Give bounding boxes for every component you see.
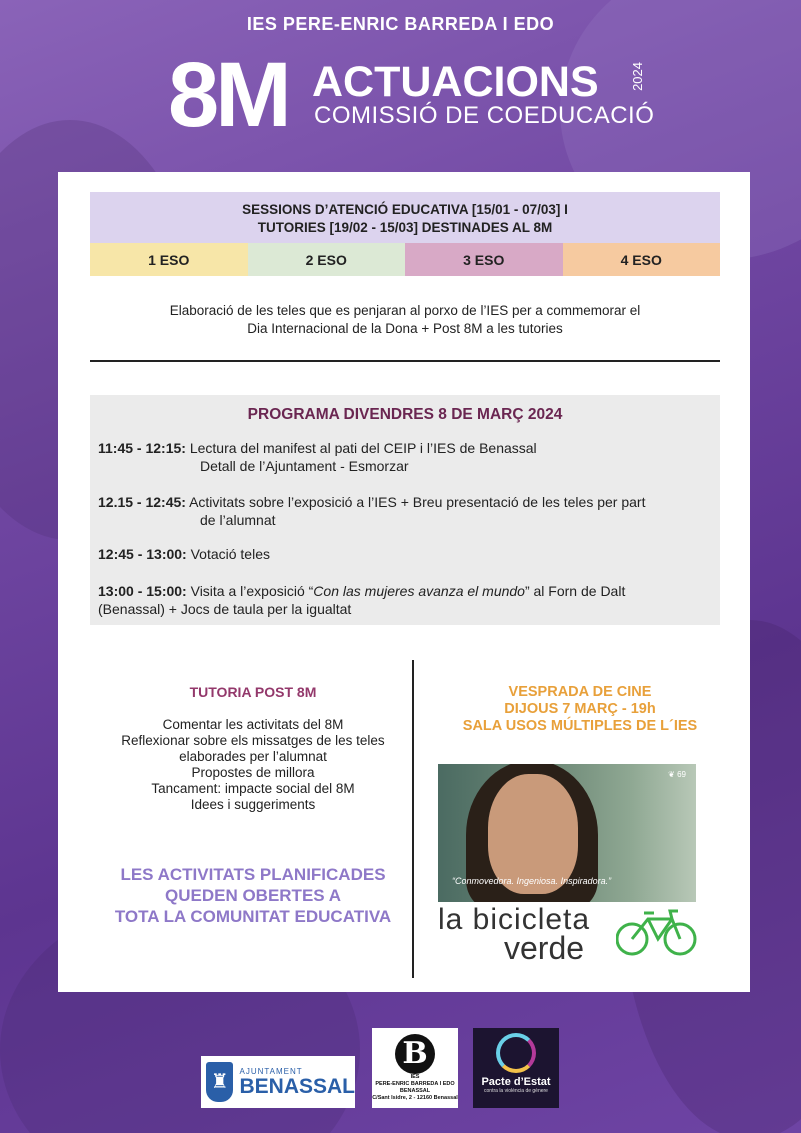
school-name: IES PERE-ENRIC BARREDA I EDO bbox=[246, 14, 555, 34]
program-item bbox=[98, 439, 537, 475]
program-title: PROGRAMA DIVENDRES 8 DE MARÇ 2024 bbox=[247, 406, 563, 423]
program-time: 12:45 - 13:00: bbox=[98, 546, 187, 562]
open-line-3: TOTA LA COMUNITAT EDUCATIVA bbox=[114, 907, 392, 926]
eso-level-1: 1 ESO bbox=[90, 243, 248, 276]
title-actuacions: ACTUACIONS bbox=[312, 58, 599, 106]
eso-level-2: 2 ESO bbox=[248, 243, 406, 276]
program-time: 13:00 - 15:00: bbox=[98, 583, 187, 599]
eso-level-3: 3 ESO bbox=[405, 243, 563, 276]
film-title-line-1: la bicicleta bbox=[438, 903, 591, 936]
tutoria-line: Reflexionar sobre els missatges de les teles bbox=[121, 733, 385, 748]
cinema-line-2: DIJOUS 7 MARÇ - 19h bbox=[504, 701, 656, 717]
program-text: Votació teles bbox=[186, 546, 270, 562]
cinema-line-1: VESPRADA DE CINE bbox=[508, 684, 652, 700]
sessions-description bbox=[98, 302, 712, 338]
pacte-subtitle: contra la violència de gènere bbox=[484, 1088, 548, 1094]
eso-level-4: 4 ESO bbox=[563, 243, 721, 276]
description-line-1: Elaboració de les teles que es penjaran al porxo de l’IES per a commemorar el bbox=[169, 303, 641, 318]
program-text-cont: Detall de l’Ajuntament - Esmorzar bbox=[200, 458, 409, 474]
film-title-line-2: verde bbox=[504, 930, 585, 966]
pacte-estat-logo bbox=[473, 1028, 559, 1108]
program-item bbox=[98, 493, 645, 529]
tutoria-title: TUTORIA POST 8M bbox=[189, 684, 317, 700]
ies-logo-line-4: C/Sant Isidre, 2 - 12160 Benassal bbox=[372, 1095, 458, 1101]
open-line-2: QUEDEN OBERTES A bbox=[164, 886, 341, 905]
sponsor-logos bbox=[0, 1028, 801, 1108]
poster-quote: “Conmovedora. Ingeniosa. Inspiradora.” bbox=[452, 876, 612, 886]
sessions-header bbox=[90, 192, 720, 243]
ajuntament-benassal-logo bbox=[201, 1056, 355, 1108]
section-divider bbox=[90, 360, 720, 362]
shield-icon: ♜ bbox=[206, 1062, 233, 1102]
cinema-event bbox=[430, 684, 730, 735]
film-poster-image bbox=[438, 764, 696, 902]
eso-levels bbox=[90, 243, 720, 276]
ies-logo-line-2: PERE-ENRIC BARREDA I EDO bbox=[375, 1081, 455, 1087]
content-panel bbox=[58, 172, 750, 992]
ies-logo-line-1: IES bbox=[410, 1074, 420, 1080]
ring-icon bbox=[496, 1033, 536, 1073]
program-text-post: ” al Forn de Dalt bbox=[524, 583, 626, 599]
program-time: 11:45 - 12:15: bbox=[98, 440, 186, 456]
program-text: Visita a l’exposició “ bbox=[186, 583, 314, 599]
logo-benassal-label: BENASSAL bbox=[239, 1074, 355, 1098]
ies-logo-line-3: BENASSAL bbox=[399, 1088, 431, 1094]
sessions-line-2: TUTORIES [19/02 - 15/03] DESTINADES AL 8M bbox=[257, 220, 553, 235]
ies-b-icon: B bbox=[395, 1034, 435, 1074]
program-text-cont: (Benassal) + Jocs de taula per la igualtat bbox=[98, 601, 352, 617]
tutoria-line: Tancament: impacte social del 8M bbox=[151, 781, 355, 796]
open-activities-note bbox=[98, 864, 408, 927]
program-text: Activitats sobre l’exposició a l’IES + Breu presentació de les teles per part bbox=[185, 494, 646, 510]
program-item bbox=[98, 545, 270, 563]
festival-laurel: ❦ 69 bbox=[668, 770, 686, 779]
column-divider bbox=[412, 660, 414, 978]
program-text-italic: Con las mujeres avanza el mundo bbox=[313, 583, 525, 599]
program-box bbox=[90, 395, 720, 625]
program-text-cont: de l’alumnat bbox=[200, 512, 276, 528]
title-year: 2024 bbox=[630, 62, 645, 91]
cinema-line-3: SALA USOS MÚLTIPLES DE L´IES bbox=[462, 718, 698, 734]
pacte-title: Pacte d’Estat bbox=[481, 1076, 551, 1088]
open-line-1: LES ACTIVITATS PLANIFICADES bbox=[120, 865, 386, 884]
tutoria-list bbox=[98, 717, 408, 813]
tutoria-line: Propostes de millora bbox=[191, 765, 315, 780]
festival-number: 69 bbox=[677, 770, 686, 779]
logo-ajuntament-label: AJUNTAMENT bbox=[239, 1066, 303, 1076]
program-text: Lectura del manifest al pati del CEIP i l’IES de Benassal bbox=[185, 440, 537, 456]
tutoria-line: elaborades per l’alumnat bbox=[179, 749, 327, 764]
ies-logo bbox=[372, 1028, 458, 1108]
tutoria-line: Comentar les activitats del 8M bbox=[162, 717, 344, 732]
title-8m: 8M bbox=[168, 44, 288, 146]
sessions-line-1: SESSIONS D’ATENCIÓ EDUCATIVA [15/01 - 07/03] I bbox=[242, 202, 568, 217]
tutoria-line: Idees i suggeriments bbox=[190, 797, 316, 812]
bicycle-icon bbox=[616, 907, 698, 957]
program-item bbox=[98, 582, 625, 618]
subtitle-comissio: COMISSIÓ DE COEDUCACIÓ bbox=[314, 102, 655, 129]
description-line-2: Dia Internacional de la Dona + Post 8M a les tutories bbox=[247, 321, 563, 336]
program-time: 12.15 - 12:45: bbox=[98, 494, 186, 510]
